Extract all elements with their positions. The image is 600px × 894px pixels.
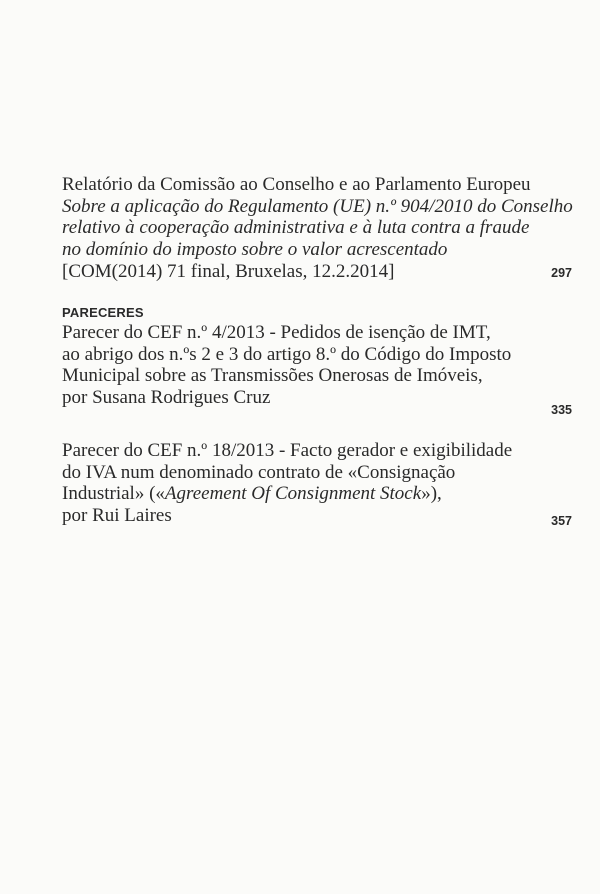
toc-entry-text: Industrial» (« (62, 483, 165, 505)
toc-entry-italic-text: Agreement Of Consignment Stock (164, 483, 422, 505)
section-heading-pareceres: PARECERES (62, 305, 144, 320)
page-number: 335 (551, 403, 572, 417)
toc-entry-author-line: por Susana Rodrigues Cruz (62, 387, 271, 409)
toc-entry-reference-line: [COM(2014) 71 final, Bruxelas, 12.2.2014] (62, 260, 395, 282)
toc-entry-line: Parecer do CEF n.º 4/2013 - Pedidos de isenção de IMT, (62, 322, 491, 343)
toc-entry-subtitle-line: no domínio do imposto sobre o valor acrescentado (62, 239, 448, 261)
toc-entry-line: do IVA num denominado contrato de «Consignação (62, 461, 456, 483)
toc-entry-line: Parecer do CEF n.º 18/2013 - Facto gerador e exigibilidade (62, 440, 513, 461)
toc-entry-author-line: por Rui Laires (62, 505, 172, 527)
toc-entry-text: »), (421, 483, 442, 505)
toc-entry-line: Municipal sobre as Transmissões Onerosas de Imóveis, (62, 365, 483, 387)
toc-entry-parecer-4-2013 (62, 322, 572, 417)
toc-entry-line (62, 483, 572, 505)
toc-entry-subtitle-line: Sobre a aplicação do Regulamento (UE) n.º 904/2010 do Conselho (62, 195, 573, 217)
toc-entry-relatorio (62, 174, 572, 283)
toc-entry-subtitle-line: relativo à cooperação administrativa e à luta contra a fraude (62, 217, 530, 239)
page-number: 297 (551, 266, 572, 280)
page-number: 357 (551, 514, 572, 528)
toc-entry-line: ao abrigo dos n.ºs 2 e 3 do artigo 8.º do Código do Imposto (62, 343, 512, 365)
toc-entry-parecer-18-2013 (62, 440, 572, 527)
toc-entry-title-line: Relatório da Comissão ao Conselho e ao Parlamento Europeu (62, 174, 531, 195)
